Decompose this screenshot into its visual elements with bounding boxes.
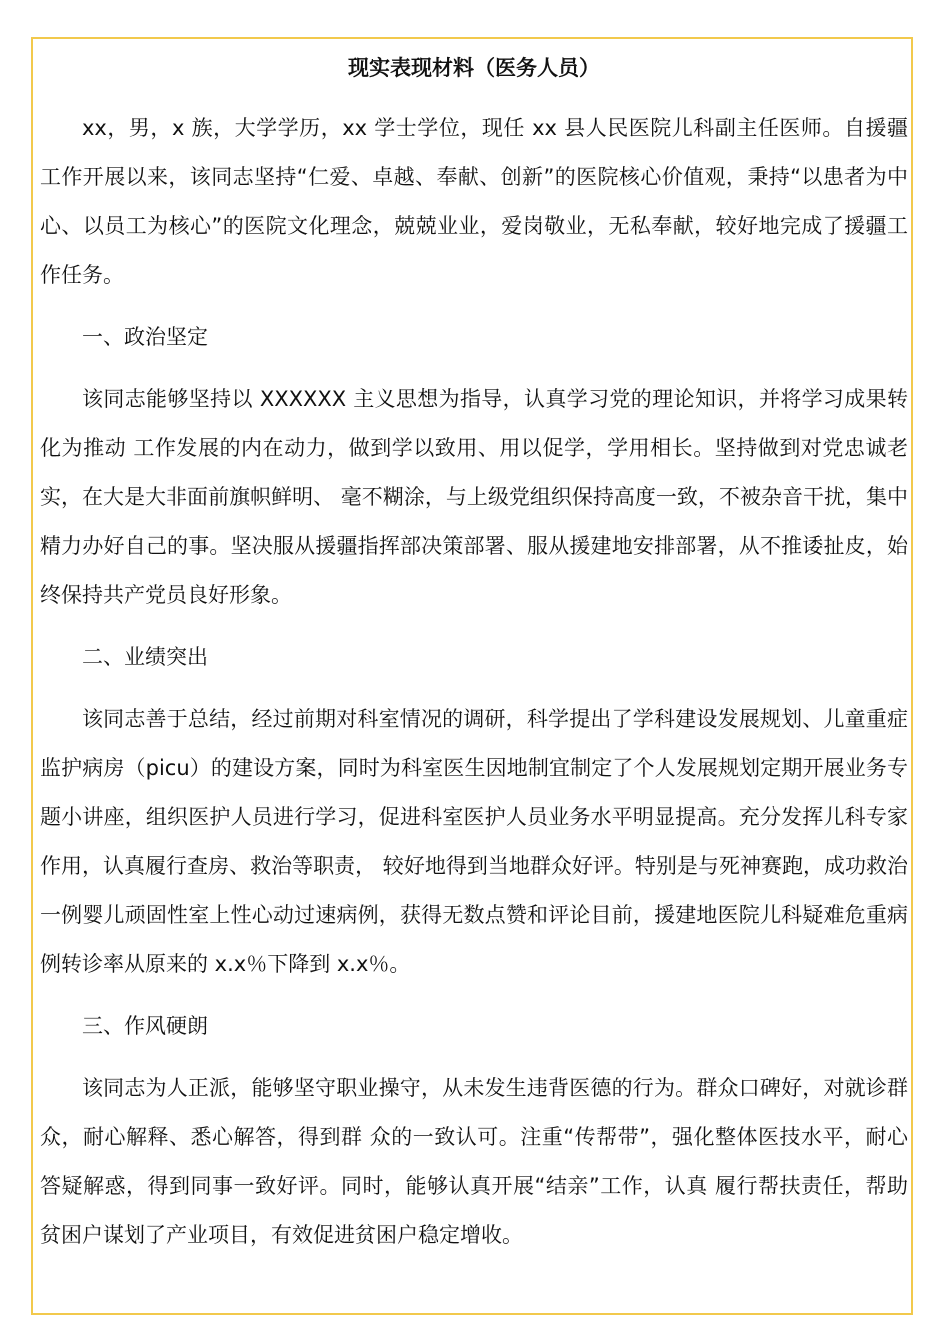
document-title: 现实表现材料（医务人员）	[348, 56, 600, 80]
section-body-performance: 该同志善于总结，经过前期对科室情况的调研，科学提出了学科建设发展规划、儿童重症监护病房（picu）的建设方案，同时为科室医生因地制宜制定了个人发展规划定期开展业务专题小讲座，组织医护人员进行学习，促进科室医护人员业务水平明显提高。充分发挥儿科专家作用，认真履行查房、救治等职责， 较好地得到当地群众好评。特别是与死神赛跑，成功救治一例婴儿顽固性室上性心动过速病例，获得无数点赞和评论目前，援建地医院儿科疑难危重病例转诊率从原来的 x.x％下降到 x.x％。	[40, 707, 908, 976]
section-heading-political: 一、政治坚定	[82, 325, 208, 349]
section-heading-conduct: 三、作风硬朗	[82, 1014, 208, 1038]
section-body-political: 该同志能够坚持以 XXXXXX 主义思想为指导，认真学习党的理论知识，并将学习成果转化为推动 工作发展的内在动力，做到学以致用、用以促学，学用相长。坚持做到对党忠诚老实，在大是大非面前旗帜鲜明、 毫不糊涂，与上级党组织保持高度一致，不被杂音干扰，集中精力办好自己的事。坚决服从援疆指挥部决策部署、服从援建地安排部署，从不推诿扯皮，始终保持共产党员良好形象。	[40, 387, 908, 607]
intro-paragraph: xx，男，x 族，大学学历，xx 学士学位，现任 xx 县人民医院儿科副主任医师。自援疆工作开展以来，该同志坚持“仁爱、卓越、奉献、创新”的医院核心价值观，秉持“以患者为中心、以员工为核心”的医院文化理念，兢兢业业，爱岗敬业，无私奉献，较好地完成了援疆工作任务。	[40, 116, 908, 287]
section-heading-performance: 二、业绩突出	[82, 645, 208, 669]
section-body-conduct: 该同志为人正派，能够坚守职业操守，从未发生违背医德的行为。群众口碑好，对就诊群众，耐心解释、悉心解答，得到群 众的一致认可。注重“传帮带”，强化整体医技水平，耐心答疑解惑，得到同事一致好评。同时，能够认真开展“结亲”工作，认真 履行帮扶责任，帮助贫困户谋划了产业项目，有效促进贫困户稳定增收。	[40, 1076, 908, 1247]
document-body	[40, 50, 908, 1260]
